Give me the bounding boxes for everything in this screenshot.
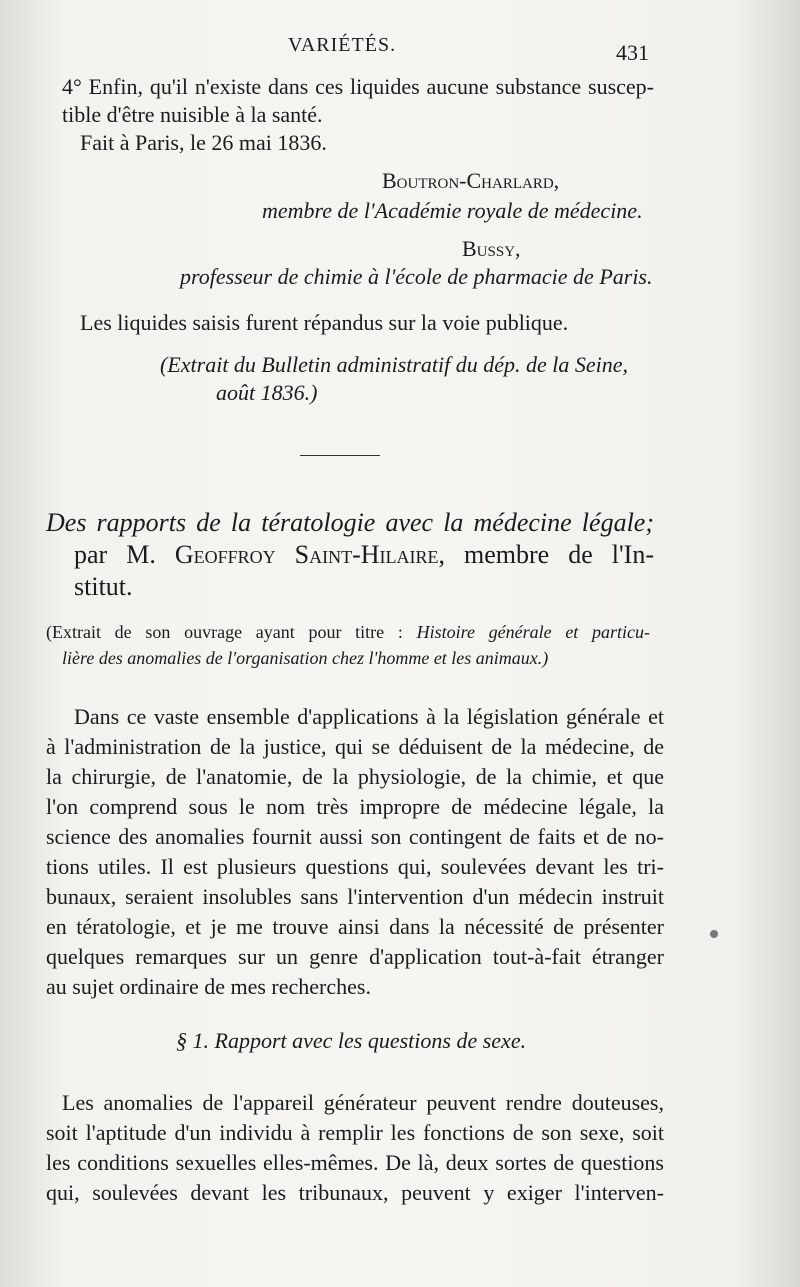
section-divider	[300, 455, 380, 456]
paragraph-1-line-4: l'on comprend sous le nom très impropre de médecine légale, la	[46, 794, 664, 819]
article-title-line-3: stitut.	[74, 572, 133, 601]
paragraph-2-line-3: les conditions sexuelles elles-mêmes. De là, deux sortes de questions	[46, 1150, 664, 1175]
paragraph-1-line-2: à l'administration de la justice, qui se déduisent de la médecine, de	[46, 734, 664, 759]
report-line-1: 4° Enfin, qu'il n'existe dans ces liquides aucune substance suscep-	[62, 74, 654, 99]
source-line-1: (Extrait du Bulletin administratif du dép. de la Seine,	[160, 352, 629, 377]
closing-line: Les liquides saisis furent répandus sur la voie publique.	[80, 310, 569, 335]
paragraph-1-line-3: la chirurgie, de l'anatomie, de la physiologie, de la chimie, et que	[46, 764, 664, 789]
running-header: VARIÉTÉS.	[288, 34, 397, 56]
signatory-2-name: Bussy,	[462, 236, 521, 261]
report-date: Fait à Paris, le 26 mai 1836.	[80, 130, 327, 155]
report-line-2: tible d'être nuisible à la santé.	[62, 102, 323, 127]
article-title-line-1: Des rapports de la tératologie avec la médecine légale;	[46, 508, 654, 537]
paragraph-1-line-1: Dans ce vaste ensemble d'applications à la législation générale et	[74, 704, 664, 729]
extract-line-2: lière des anomalies de l'organisation chez l'homme et les animaux.)	[62, 648, 549, 668]
signatory-1-name: Boutron-Charlard,	[382, 168, 560, 193]
paragraph-1-line-9: quelques remarques sur un genre d'application tout-à-fait étranger	[46, 944, 664, 969]
paragraph-1-line-10: au sujet ordinaire de mes recherches.	[46, 974, 371, 999]
paragraph-1-line-5: science des anomalies fournit aussi son contingent de faits et de no-	[46, 824, 664, 849]
paragraph-2-line-4: qui, soulevées devant les tribunaux, peuvent y exiger l'interven-	[46, 1180, 664, 1205]
article-title-line-2	[74, 540, 654, 570]
paragraph-1-line-6: tions utiles. Il est plusieurs questions qui, soulevées devant les tri-	[46, 854, 664, 879]
paragraph-2-line-1: Les anomalies de l'appareil générateur peuvent rendre douteuses,	[62, 1090, 664, 1115]
extract-line-1	[46, 622, 650, 643]
author-name: Geoffroy Saint-Hilaire,	[174, 540, 446, 569]
extract-book-title-start: Histoire générale et particu-	[416, 622, 651, 642]
author-prefix: par M.	[74, 540, 156, 569]
section-heading: § 1. Rapport avec les questions de sexe.	[176, 1028, 527, 1053]
source-line-2: août 1836.)	[216, 380, 318, 405]
signatory-2-title: professeur de chimie à l'école de pharmacie de Paris.	[180, 264, 653, 289]
signatory-1-title: membre de l'Académie royale de médecine.	[262, 198, 643, 223]
page-number: 431	[616, 40, 649, 65]
author-affiliation: membre de l'In-	[464, 540, 654, 569]
paragraph-1-line-7: bunaux, seraient insolubles sans l'intervention d'un médecin instruit	[46, 884, 664, 909]
paragraph-1-line-8: en tératologie, et je me trouve ainsi dans la nécessité de présenter	[46, 914, 664, 939]
extract-prefix: (Extrait de son ouvrage ayant pour titre :	[46, 622, 403, 642]
paragraph-2-line-2: soit l'aptitude d'un individu à remplir les fonctions de son sexe, soit	[46, 1120, 664, 1145]
ink-spot	[710, 930, 718, 938]
